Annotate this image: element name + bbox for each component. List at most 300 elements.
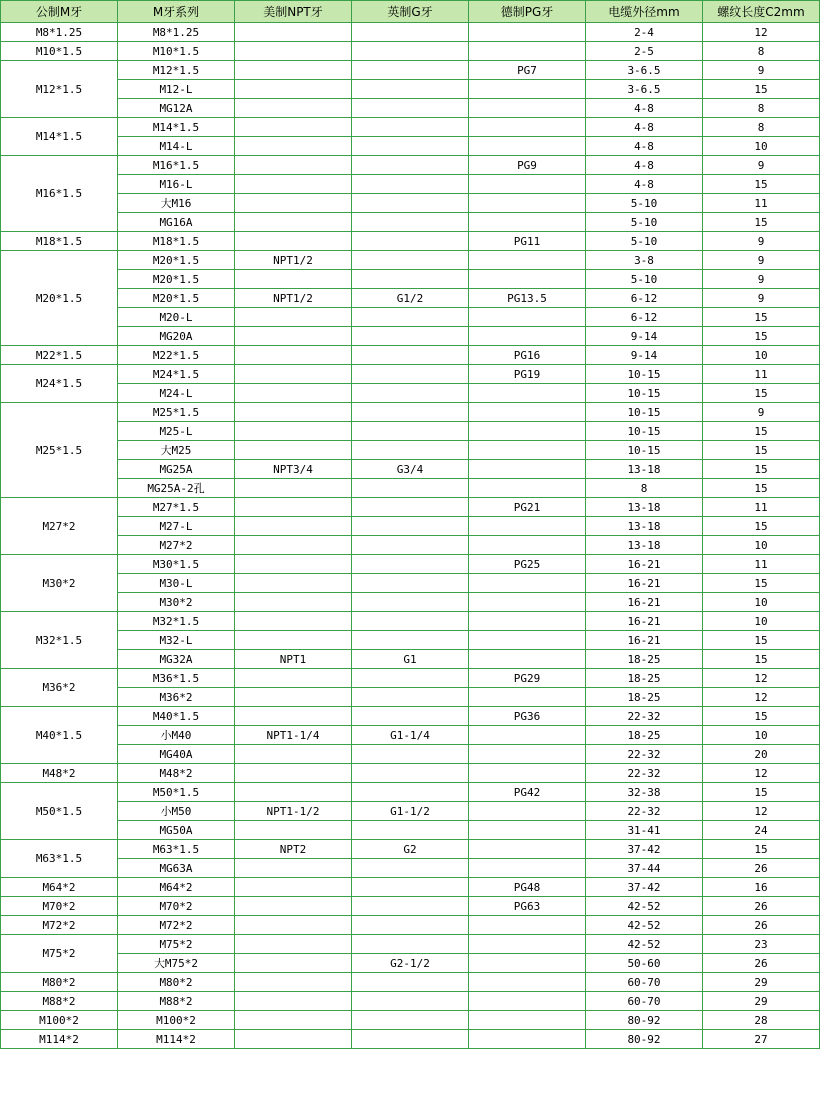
g-thread-cell [352,878,469,897]
npt-thread-cell [235,897,352,916]
m-series-cell: M80*2 [118,973,235,992]
npt-thread-cell [235,612,352,631]
npt-thread-cell [235,859,352,878]
thread-length-cell: 12 [703,23,820,42]
metric-thread-cell: M8*1.25 [1,23,118,42]
pg-thread-cell [469,650,586,669]
thread-length-cell: 15 [703,441,820,460]
m-series-cell: M40*1.5 [118,707,235,726]
g-thread-cell [352,992,469,1011]
cable-diameter-cell: 4-8 [586,137,703,156]
m-series-cell: MG32A [118,650,235,669]
table-row [1,289,820,308]
npt-thread-cell: NPT1/2 [235,289,352,308]
npt-thread-cell [235,346,352,365]
pg-thread-cell [469,840,586,859]
table-row [1,23,820,42]
table-row [1,1030,820,1049]
cable-diameter-cell: 13-18 [586,536,703,555]
pg-thread-cell [469,992,586,1011]
table-row [1,346,820,365]
npt-thread-cell [235,232,352,251]
npt-thread-cell [235,536,352,555]
m-series-cell: MG25A-2孔 [118,479,235,498]
table-row [1,403,820,422]
thread-length-cell: 12 [703,802,820,821]
g-thread-cell [352,1011,469,1030]
m-series-cell: M88*2 [118,992,235,1011]
npt-thread-cell [235,745,352,764]
g-thread-cell: G2 [352,840,469,859]
m-series-cell: M16*1.5 [118,156,235,175]
npt-thread-cell [235,954,352,973]
g-thread-cell [352,365,469,384]
thread-length-cell: 15 [703,707,820,726]
cable-diameter-cell: 22-32 [586,707,703,726]
npt-thread-cell [235,42,352,61]
npt-thread-cell [235,384,352,403]
m-series-cell: M36*2 [118,688,235,707]
g-thread-cell [352,612,469,631]
table-row [1,517,820,536]
thread-length-cell: 15 [703,80,820,99]
table-row [1,251,820,270]
m-series-cell: MG40A [118,745,235,764]
pg-thread-cell [469,973,586,992]
pg-thread-cell: PG48 [469,878,586,897]
cable-diameter-cell: 22-32 [586,802,703,821]
thread-length-cell: 9 [703,403,820,422]
thread-length-cell: 9 [703,156,820,175]
m-series-cell: M70*2 [118,897,235,916]
metric-thread-cell: M88*2 [1,992,118,1011]
table-row [1,232,820,251]
thread-length-cell: 8 [703,42,820,61]
metric-thread-cell: M63*1.5 [1,840,118,878]
g-thread-cell [352,498,469,517]
header-thread-length: 螺纹长度C2mm [703,1,820,23]
pg-thread-cell [469,137,586,156]
metric-thread-cell: M40*1.5 [1,707,118,764]
g-thread-cell [352,327,469,346]
pg-thread-cell [469,42,586,61]
thread-length-cell: 10 [703,726,820,745]
pg-thread-cell [469,460,586,479]
g-thread-cell [352,232,469,251]
table-row [1,745,820,764]
m-series-cell: M30-L [118,574,235,593]
table-row [1,840,820,859]
thread-length-cell: 15 [703,327,820,346]
cable-diameter-cell: 10-15 [586,441,703,460]
pg-thread-cell [469,251,586,270]
m-series-cell: M30*2 [118,593,235,612]
cable-diameter-cell: 80-92 [586,1030,703,1049]
cable-diameter-cell: 50-60 [586,954,703,973]
npt-thread-cell [235,365,352,384]
npt-thread-cell [235,574,352,593]
g-thread-cell [352,156,469,175]
pg-thread-cell: PG29 [469,669,586,688]
npt-thread-cell [235,175,352,194]
cable-diameter-cell: 5-10 [586,232,703,251]
metric-thread-cell: M36*2 [1,669,118,707]
npt-thread-cell [235,916,352,935]
m-series-cell: M75*2 [118,935,235,954]
metric-thread-cell: M16*1.5 [1,156,118,232]
cable-diameter-cell: 13-18 [586,517,703,536]
npt-thread-cell [235,973,352,992]
pg-thread-cell [469,935,586,954]
m-series-cell: MG25A [118,460,235,479]
g-thread-cell [352,213,469,232]
table-row [1,897,820,916]
pg-thread-cell [469,726,586,745]
table-row [1,80,820,99]
cable-diameter-cell: 32-38 [586,783,703,802]
g-thread-cell [352,973,469,992]
pg-thread-cell [469,612,586,631]
g-thread-cell [352,517,469,536]
m-series-cell: M27-L [118,517,235,536]
npt-thread-cell [235,422,352,441]
npt-thread-cell [235,821,352,840]
pg-thread-cell [469,1030,586,1049]
cable-diameter-cell: 16-21 [586,574,703,593]
m-series-cell: M27*1.5 [118,498,235,517]
m-series-cell: M16-L [118,175,235,194]
m-series-cell: M50*1.5 [118,783,235,802]
npt-thread-cell [235,23,352,42]
m-series-cell: M32*1.5 [118,612,235,631]
metric-thread-cell: M14*1.5 [1,118,118,156]
cable-diameter-cell: 60-70 [586,992,703,1011]
table-row [1,669,820,688]
cable-diameter-cell: 18-25 [586,688,703,707]
g-thread-cell [352,897,469,916]
pg-thread-cell [469,23,586,42]
table-row [1,631,820,650]
g-thread-cell [352,574,469,593]
pg-thread-cell [469,308,586,327]
cable-diameter-cell: 4-8 [586,156,703,175]
npt-thread-cell: NPT1-1/2 [235,802,352,821]
g-thread-cell [352,23,469,42]
metric-thread-cell: M48*2 [1,764,118,783]
m-series-cell: M20*1.5 [118,251,235,270]
cable-diameter-cell: 37-44 [586,859,703,878]
g-thread-cell [352,859,469,878]
pg-thread-cell [469,80,586,99]
table-row [1,137,820,156]
g-thread-cell [352,1030,469,1049]
cable-diameter-cell: 8 [586,479,703,498]
cable-diameter-cell: 3-6.5 [586,61,703,80]
thread-length-cell: 10 [703,137,820,156]
metric-thread-cell: M64*2 [1,878,118,897]
g-thread-cell [352,308,469,327]
metric-thread-cell: M20*1.5 [1,251,118,346]
table-row [1,859,820,878]
cable-diameter-cell: 18-25 [586,650,703,669]
cable-diameter-cell: 16-21 [586,593,703,612]
npt-thread-cell [235,992,352,1011]
table-row [1,156,820,175]
thread-length-cell: 9 [703,270,820,289]
table-row [1,916,820,935]
table-row [1,365,820,384]
cable-diameter-cell: 13-18 [586,498,703,517]
pg-thread-cell: PG21 [469,498,586,517]
table-row [1,802,820,821]
pg-thread-cell: PG7 [469,61,586,80]
metric-thread-cell: M75*2 [1,935,118,973]
npt-thread-cell [235,308,352,327]
thread-length-cell: 15 [703,308,820,327]
thread-length-cell: 15 [703,650,820,669]
m-series-cell: M8*1.25 [118,23,235,42]
cable-diameter-cell: 5-10 [586,270,703,289]
header-metric-thread: 公制M牙 [1,1,118,23]
g-thread-cell: G1/2 [352,289,469,308]
pg-thread-cell [469,745,586,764]
metric-thread-cell: M100*2 [1,1011,118,1030]
table-row [1,973,820,992]
cable-diameter-cell: 60-70 [586,973,703,992]
thread-length-cell: 15 [703,384,820,403]
m-series-cell: M12*1.5 [118,61,235,80]
g-thread-cell [352,175,469,194]
cable-diameter-cell: 2-4 [586,23,703,42]
thread-length-cell: 15 [703,840,820,859]
cable-diameter-cell: 6-12 [586,289,703,308]
npt-thread-cell [235,935,352,954]
m-series-cell: M114*2 [118,1030,235,1049]
npt-thread-cell [235,517,352,536]
m-series-cell: M14*1.5 [118,118,235,137]
thread-length-cell: 20 [703,745,820,764]
table-row [1,821,820,840]
thread-length-cell: 10 [703,593,820,612]
pg-thread-cell [469,384,586,403]
m-series-cell: M14-L [118,137,235,156]
npt-thread-cell [235,631,352,650]
table-row [1,707,820,726]
metric-thread-cell: M50*1.5 [1,783,118,840]
g-thread-cell [352,422,469,441]
table-row [1,935,820,954]
thread-length-cell: 26 [703,954,820,973]
cable-diameter-cell: 4-8 [586,99,703,118]
thread-length-cell: 26 [703,897,820,916]
thread-length-cell: 9 [703,61,820,80]
pg-thread-cell: PG9 [469,156,586,175]
g-thread-cell [352,536,469,555]
pg-thread-cell [469,688,586,707]
cable-diameter-cell: 3-8 [586,251,703,270]
cable-diameter-cell: 10-15 [586,384,703,403]
cable-diameter-cell: 42-52 [586,897,703,916]
npt-thread-cell: NPT1/2 [235,251,352,270]
npt-thread-cell [235,1011,352,1030]
metric-thread-cell: M114*2 [1,1030,118,1049]
cable-diameter-cell: 4-8 [586,118,703,137]
g-thread-cell [352,403,469,422]
npt-thread-cell [235,498,352,517]
pg-thread-cell [469,574,586,593]
npt-thread-cell [235,555,352,574]
cable-diameter-cell: 16-21 [586,555,703,574]
cable-diameter-cell: 6-12 [586,308,703,327]
g-thread-cell [352,821,469,840]
npt-thread-cell [235,213,352,232]
m-series-cell: M20*1.5 [118,289,235,308]
npt-thread-cell [235,441,352,460]
pg-thread-cell [469,99,586,118]
cable-diameter-cell: 4-8 [586,175,703,194]
m-series-cell: MG63A [118,859,235,878]
thread-length-cell: 15 [703,631,820,650]
table-row [1,194,820,213]
m-series-cell: M63*1.5 [118,840,235,859]
thread-length-cell: 15 [703,175,820,194]
pg-thread-cell: PG13.5 [469,289,586,308]
cable-diameter-cell: 10-15 [586,365,703,384]
cable-diameter-cell: 9-14 [586,327,703,346]
cable-diameter-cell: 13-18 [586,460,703,479]
m-series-cell: M64*2 [118,878,235,897]
header-cable-diameter: 电缆外径mm [586,1,703,23]
pg-thread-cell [469,916,586,935]
table-row [1,650,820,669]
m-series-cell: MG50A [118,821,235,840]
npt-thread-cell [235,61,352,80]
g-thread-cell: G1-1/2 [352,802,469,821]
pg-thread-cell [469,517,586,536]
pg-thread-cell [469,631,586,650]
metric-thread-cell: M18*1.5 [1,232,118,251]
table-header [1,1,820,23]
m-series-cell: M36*1.5 [118,669,235,688]
thread-length-cell: 27 [703,1030,820,1049]
g-thread-cell [352,631,469,650]
pg-thread-cell: PG36 [469,707,586,726]
thread-length-cell: 16 [703,878,820,897]
npt-thread-cell [235,707,352,726]
npt-thread-cell [235,156,352,175]
pg-thread-cell [469,213,586,232]
table-row [1,118,820,137]
npt-thread-cell: NPT2 [235,840,352,859]
thread-length-cell: 9 [703,232,820,251]
pg-thread-cell [469,118,586,137]
table-row [1,270,820,289]
npt-thread-cell [235,593,352,612]
header-pg-thread: 德制PG牙 [469,1,586,23]
thread-length-cell: 15 [703,574,820,593]
metric-thread-cell: M70*2 [1,897,118,916]
m-series-cell: 小M40 [118,726,235,745]
m-series-cell: MG20A [118,327,235,346]
thread-length-cell: 26 [703,916,820,935]
npt-thread-cell: NPT3/4 [235,460,352,479]
metric-thread-cell: M10*1.5 [1,42,118,61]
g-thread-cell: G1-1/4 [352,726,469,745]
thread-length-cell: 12 [703,764,820,783]
table-body [1,23,820,1049]
g-thread-cell [352,137,469,156]
thread-length-cell: 9 [703,251,820,270]
g-thread-cell [352,42,469,61]
g-thread-cell [352,707,469,726]
pg-thread-cell [469,593,586,612]
m-series-cell: M27*2 [118,536,235,555]
m-series-cell: M25*1.5 [118,403,235,422]
g-thread-cell [352,479,469,498]
m-series-cell: M48*2 [118,764,235,783]
m-series-cell: MG12A [118,99,235,118]
npt-thread-cell [235,194,352,213]
thread-length-cell: 29 [703,973,820,992]
npt-thread-cell [235,327,352,346]
m-series-cell: M32-L [118,631,235,650]
g-thread-cell [352,688,469,707]
pg-thread-cell: PG63 [469,897,586,916]
g-thread-cell [352,593,469,612]
thread-length-cell: 11 [703,194,820,213]
g-thread-cell [352,441,469,460]
g-thread-cell [352,783,469,802]
table-row [1,688,820,707]
pg-thread-cell: PG11 [469,232,586,251]
cable-diameter-cell: 3-6.5 [586,80,703,99]
pg-thread-cell [469,422,586,441]
g-thread-cell [352,745,469,764]
table-row [1,536,820,555]
metric-thread-cell: M30*2 [1,555,118,612]
g-thread-cell: G2-1/2 [352,954,469,973]
header-m-series: M牙系列 [118,1,235,23]
g-thread-cell [352,669,469,688]
metric-thread-cell: M32*1.5 [1,612,118,669]
thread-length-cell: 28 [703,1011,820,1030]
header-npt-thread: 美制NPT牙 [235,1,352,23]
table-row [1,441,820,460]
thread-length-cell: 8 [703,118,820,137]
m-series-cell: 大M25 [118,441,235,460]
thread-length-cell: 15 [703,213,820,232]
pg-thread-cell: PG25 [469,555,586,574]
metric-thread-cell: M25*1.5 [1,403,118,498]
npt-thread-cell [235,1030,352,1049]
g-thread-cell [352,555,469,574]
thread-length-cell: 8 [703,99,820,118]
pg-thread-cell [469,403,586,422]
g-thread-cell [352,99,469,118]
g-thread-cell [352,251,469,270]
cable-diameter-cell: 10-15 [586,422,703,441]
pg-thread-cell [469,802,586,821]
pg-thread-cell [469,175,586,194]
thread-length-cell: 26 [703,859,820,878]
table-row [1,555,820,574]
table-row [1,783,820,802]
table-row [1,726,820,745]
thread-length-cell: 11 [703,365,820,384]
m-series-cell: M20-L [118,308,235,327]
g-thread-cell [352,346,469,365]
g-thread-cell [352,118,469,137]
